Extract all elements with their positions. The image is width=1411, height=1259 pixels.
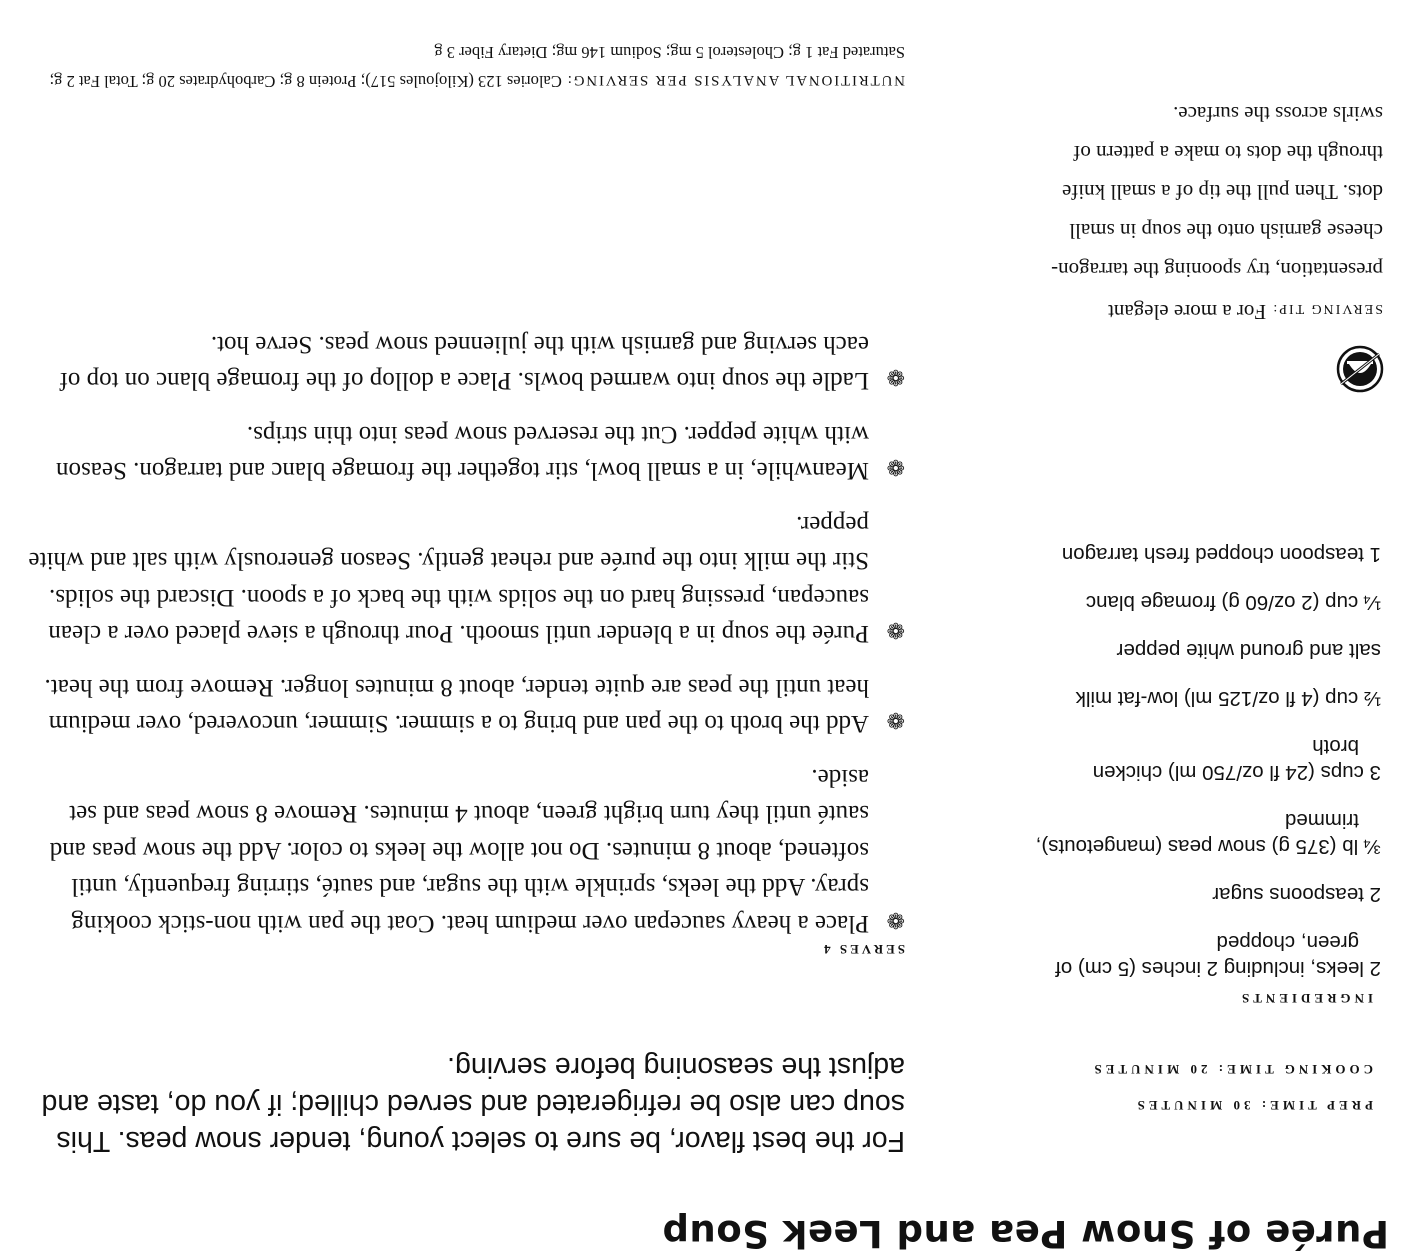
ingredients-list: [1011, 519, 1381, 981]
ingredient-text: ¾ lb (375 g) snow peas (mangetouts),: [1035, 835, 1381, 858]
serving-bell-icon: [1335, 344, 1385, 394]
ingredient-item: [1011, 685, 1381, 711]
ingredient-text: salt and ground white pepper: [1116, 639, 1381, 662]
serves-heading: SERVES 4: [821, 942, 905, 957]
method-steps: [25, 309, 905, 942]
method-step: [25, 506, 905, 652]
ingredient-text-cont: broth: [1312, 735, 1359, 758]
recipe-title: Purée of Snow Pea and Leek Soup: [661, 1212, 1389, 1255]
ingredient-item: [1011, 807, 1381, 859]
step-text: Meanwhile, in a small bowl, stir together the fromage blanc and tarragon. Season with white pepper. Cut the reserved snow peas into thin strips.: [56, 421, 869, 485]
ingredient-text: 2 teaspoons sugar: [1212, 883, 1381, 906]
nutrition-label: NUTRITIONAL ANALYSIS PER SERVING:: [565, 72, 905, 88]
ingredient-text-cont: trimmed: [1284, 809, 1359, 832]
ingredient-text: 1 teaspoon chopped fresh tarragon: [1061, 543, 1381, 566]
ingredient-item: [1011, 589, 1381, 615]
step-text: Ladle the soup into warmed bowls. Place a dollop of the fromage blanc on top of each serving and garnish with the julienned snow peas. Serve hot.: [59, 331, 869, 395]
cooking-time: COOKING TIME: 20 MINUTES: [1090, 1062, 1373, 1077]
nutrition-info: [25, 38, 905, 95]
method-step: [25, 416, 905, 489]
prep-time: PREP TIME: 30 MINUTES: [1133, 1098, 1373, 1113]
ingredient-text-cont: green, chopped: [1216, 931, 1359, 954]
step-text: Add the broth to the pan and bring to a simmer. Simmer, uncovered, over medium heat until the peas are quite tender, about 8 minutes longer. Remove from the heat.: [44, 674, 869, 738]
ingredient-item: [1011, 541, 1381, 567]
flower-bullet-icon: ❁: [886, 907, 905, 932]
method-step: [25, 759, 905, 942]
nutrition-text: Calories 123 (Kilojoules 517); Protein 8 g; Carbohydrates 20 g; Total Fat 2 g; Saturated Fat 1 g; Cholesterol 5 mg; Sodium 146 mg; Dietary Fiber 3 g: [49, 43, 905, 91]
ingredient-text: 3 cups (24 fl oz/750 ml) chicken: [1092, 761, 1381, 784]
method-step: [25, 669, 905, 742]
flower-bullet-icon: ❁: [886, 617, 905, 643]
ingredient-item: [1011, 733, 1381, 785]
ingredients-heading: INGREDIENTS: [1237, 991, 1373, 1006]
serving-tip-label: SERVING TIP:: [1271, 301, 1383, 316]
flower-bullet-icon: ❁: [886, 364, 905, 390]
serving-tip-text: For a more elegant presentation, try spooning the tarragon-cheese garnish onto the soup in small dots. Then pull the tip of a small knife through the dots to make a pattern of swirls across the surface.: [1051, 102, 1383, 324]
ingredient-item: [1011, 881, 1381, 907]
ingredient-item: [1011, 637, 1381, 663]
ingredient-text: ½ cup (4 fl oz/125 ml) low-fat milk: [1075, 687, 1381, 710]
flower-bullet-icon: ❁: [886, 707, 905, 733]
method-step: [25, 326, 905, 399]
step-text: Purée the soup in a blender until smooth. Pour through a sieve placed over a clean saucepan, pressing hard on the solids with the back of a spoon. Discard the solids. Stir the milk into the purée and reheat gently. Season generously with salt and white pepper.: [28, 511, 869, 648]
ingredient-item: [1011, 929, 1381, 981]
ingredient-text: ¼ cup (2 oz/60 g) fromage blanc: [1085, 591, 1381, 614]
flower-bullet-icon: ❁: [886, 454, 905, 480]
ingredient-text: 2 leeks, including 2 inches (5 cm) of: [1055, 957, 1381, 980]
serving-tip: [1033, 94, 1383, 331]
step-text: Place a heavy saucepan over medium heat. Coat the pan with non-stick cooking spray. Add the leeks, sprinkle with the sugar, and sauté, stirring frequently, until softened, about 8 minutes. Do not allow the leeks to color. Add the snow peas and sauté until they turn bright green, about 4 minutes. Remove 8 snow peas and set aside.: [49, 764, 869, 937]
recipe-intro: For the best flavor, be sure to select young, tender snow peas. This soup can also be refrigerated and served chilled; if you do, taste and adjust the seasoning before serving.: [41, 1051, 905, 1157]
